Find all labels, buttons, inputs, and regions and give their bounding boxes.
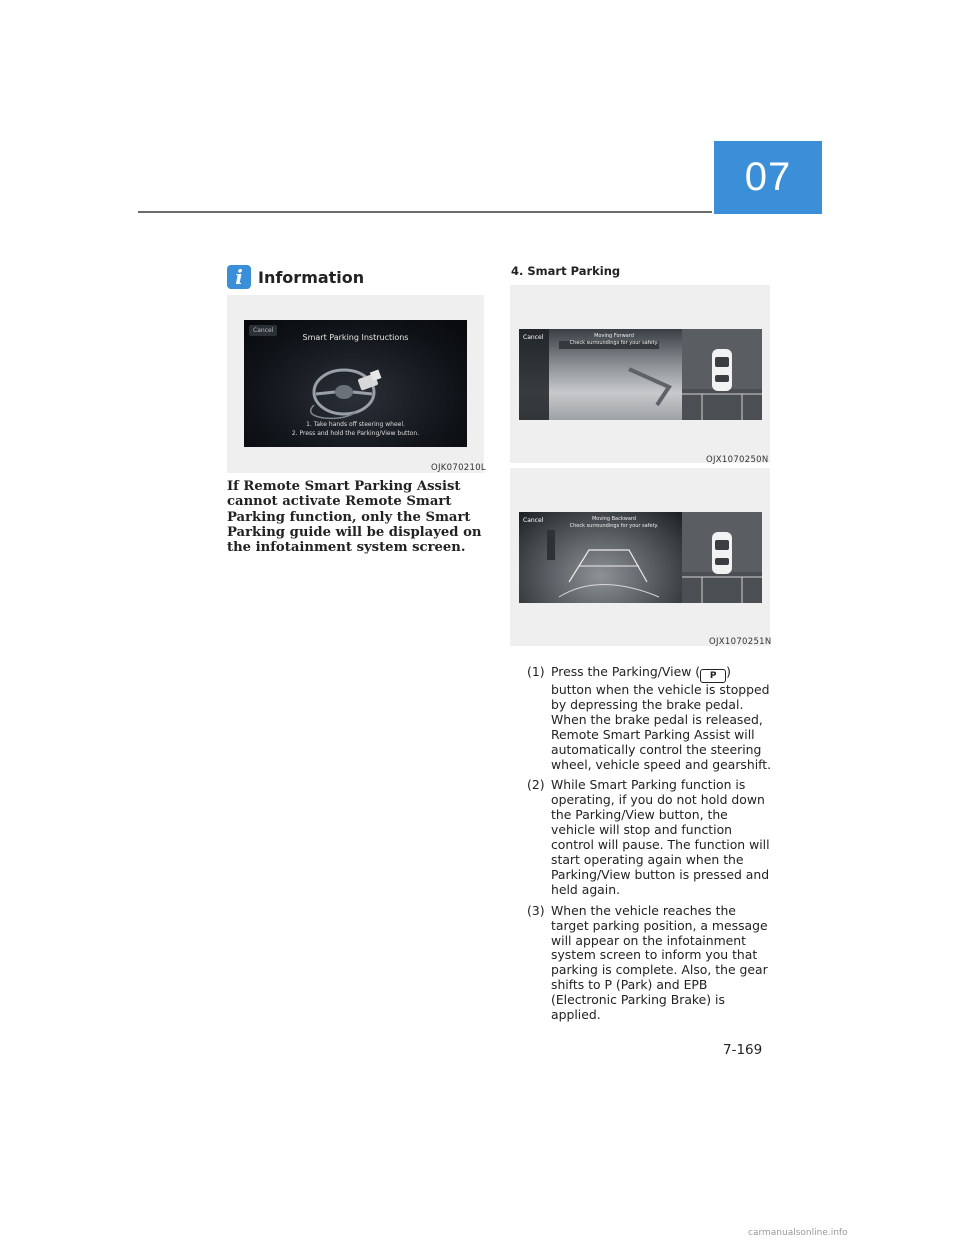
camera-message-title: Moving Forward xyxy=(594,333,634,339)
info-heading xyxy=(227,265,364,289)
parking-view-button-icon: P xyxy=(700,669,726,683)
camera-screen-backward xyxy=(519,512,762,603)
camera-message-title: Moving Backward xyxy=(591,516,637,522)
info-note: If Remote Smart Parking Assist cannot activate Remote Smart Parking function, only the Smart Parking guide will be displayed on the infotainment system screen. xyxy=(227,479,482,556)
cancel-button: Cancel xyxy=(523,517,544,524)
watermark: carmanualsonline.info xyxy=(748,1228,848,1238)
section-heading: 4. Smart Parking xyxy=(511,264,621,278)
instruction-line-2: 2. Press and hold the Parking/View button. xyxy=(291,430,420,437)
parking-instructions-screen xyxy=(244,320,467,447)
step-list xyxy=(527,665,775,1029)
top-view xyxy=(682,329,762,420)
step-item xyxy=(527,778,775,897)
figure-code: OJX1070251N xyxy=(709,637,772,647)
step-number: (2) xyxy=(527,777,545,793)
camera-screen-forward xyxy=(519,329,762,420)
step-text-after: ) button when the vehicle is stopped by depressing the brake pedal. When the brake pedal is released, Remote Smart Parking Assist will automatically control the steering wheel, vehicle speed and gearshift. xyxy=(551,664,772,772)
header-rule xyxy=(138,211,712,213)
step-item xyxy=(527,665,775,772)
step-item xyxy=(527,904,775,1023)
figure-code: OJX1070250N xyxy=(706,455,769,465)
camera-message-sub: Check surroundings for your safety. xyxy=(569,340,659,346)
step-text-before: Press the Parking/View ( xyxy=(551,664,701,679)
step-text xyxy=(551,665,775,772)
step-number: (1) xyxy=(527,664,545,679)
step-number: (3) xyxy=(527,902,545,918)
info-icon: i xyxy=(227,265,251,289)
camera-message-sub: Check surroundings for your safety. xyxy=(569,523,659,529)
step-text: When the vehicle reaches the target parking position, a message will appear on the infotainment system screen to inform you that parking is complete. Also, the gear shifts to P (Park) and EPB (Electronic Parking Brake) is applied. xyxy=(551,902,768,1023)
figure-code: OJK070210L xyxy=(431,463,486,473)
screen-title: Smart Parking Instructions xyxy=(302,333,409,342)
info-title: Information xyxy=(258,267,365,287)
top-view xyxy=(682,512,762,603)
page-number: 7-169 xyxy=(723,1042,763,1058)
camera-message xyxy=(559,333,669,347)
instruction-line-1: 1. Take hands off steering wheel. xyxy=(306,421,405,428)
camera-message xyxy=(559,516,669,530)
chapter-tab: 07 xyxy=(714,141,822,214)
step-text: While Smart Parking function is operating, if you do not hold down the Parking/View button, the vehicle will stop and function control will pause. The function will start operating again when the Parking/View button is pressed and held again. xyxy=(551,777,770,897)
cancel-button: Cancel xyxy=(249,325,277,336)
cancel-button: Cancel xyxy=(523,334,544,341)
